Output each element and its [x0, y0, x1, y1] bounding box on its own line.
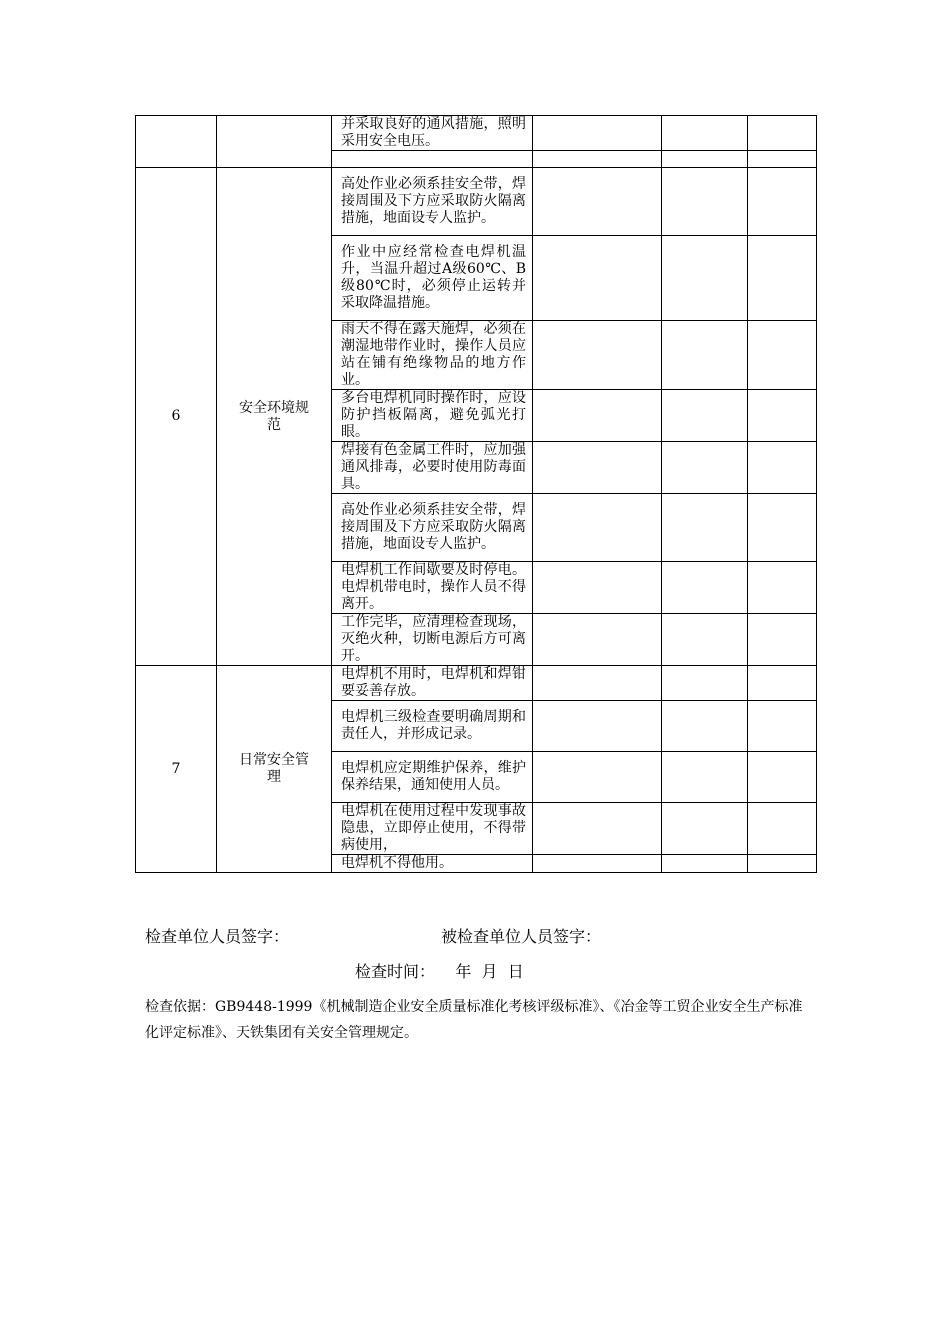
result-cell[interactable] — [533, 752, 662, 803]
requirement-text: 电焊机工作间歇要及时停电。电焊机带电时，操作人员不得离开。 — [332, 562, 533, 614]
requirement-text: 电焊机三级检查要明确周期和责任人，并形成记录。 — [332, 701, 533, 752]
score-cell[interactable] — [662, 855, 748, 873]
score-cell[interactable] — [662, 151, 748, 168]
score-cell[interactable] — [662, 666, 748, 701]
inspection-table — [135, 115, 817, 873]
category-cell — [217, 116, 332, 168]
requirement-text: 雨天不得在露天施焊，必须在潮湿地带作业时，操作人员应站在铺有绝缘物品的地方作业。 — [332, 321, 533, 390]
score-cell[interactable] — [662, 390, 748, 442]
score-cell[interactable] — [662, 116, 748, 151]
result-cell[interactable] — [533, 236, 662, 321]
remark-cell[interactable] — [748, 855, 817, 873]
requirement-text: 工作完毕，应清理检查现场，灭绝火种，切断电源后方可离开。 — [332, 614, 533, 666]
category-label: 日常安全管理 — [239, 752, 309, 785]
remark-cell[interactable] — [748, 803, 817, 855]
result-cell[interactable] — [533, 151, 662, 168]
remark-cell[interactable] — [748, 236, 817, 321]
remark-cell[interactable] — [748, 494, 817, 562]
remark-cell[interactable] — [748, 116, 817, 151]
requirement-text: 电焊机应定期维护保养，维护保养结果，通知使用人员。 — [332, 752, 533, 803]
remark-cell[interactable] — [748, 321, 817, 390]
inspected-signature-label: 被检查单位人员签字： — [441, 927, 602, 946]
requirement-text: 电焊机在使用过程中发现事故隐患，立即停止使用，不得带病使用， — [332, 803, 533, 855]
result-cell[interactable] — [533, 614, 662, 666]
result-cell[interactable] — [533, 562, 662, 614]
inspection-date-units: 年 月 日 — [455, 962, 524, 981]
inspection-time — [355, 959, 524, 982]
item-number: 7 — [136, 666, 217, 873]
remark-cell[interactable] — [748, 151, 817, 168]
requirement-text — [332, 151, 533, 168]
requirement-text: 电焊机不用时，电焊机和焊钳要妥善存放。 — [332, 666, 533, 701]
remark-cell[interactable] — [748, 562, 817, 614]
requirement-text: 焊接有色金属工件时，应加强通风排毒，必要时使用防毒面具。 — [332, 442, 533, 494]
score-cell[interactable] — [662, 701, 748, 752]
score-cell[interactable] — [662, 614, 748, 666]
result-cell[interactable] — [533, 803, 662, 855]
result-cell[interactable] — [533, 494, 662, 562]
category-cell — [217, 666, 332, 873]
score-cell[interactable] — [662, 236, 748, 321]
requirement-text: 电焊机不得他用。 — [332, 855, 533, 873]
table-row — [136, 116, 817, 151]
score-cell[interactable] — [662, 752, 748, 803]
result-cell[interactable] — [533, 855, 662, 873]
category-label: 安全环境规范 — [239, 399, 309, 433]
score-cell[interactable] — [662, 442, 748, 494]
score-cell[interactable] — [662, 168, 748, 236]
result-cell[interactable] — [533, 168, 662, 236]
table-row — [136, 168, 817, 236]
category-cell — [217, 168, 332, 666]
item-number — [136, 116, 217, 168]
score-cell[interactable] — [662, 803, 748, 855]
result-cell[interactable] — [533, 321, 662, 390]
requirement-text: 高处作业必须系挂安全带，焊接周围及下方应采取防火隔离措施，地面设专人监护。 — [332, 168, 533, 236]
remark-cell[interactable] — [748, 390, 817, 442]
remark-cell[interactable] — [748, 168, 817, 236]
remark-cell[interactable] — [748, 666, 817, 701]
inspection-time-label: 检查时间： — [355, 962, 436, 981]
result-cell[interactable] — [533, 116, 662, 151]
requirement-text: 高处作业必须系挂安全带，焊接周围及下方应采取防火隔离措施，地面设专人监护。 — [332, 494, 533, 562]
result-cell[interactable] — [533, 390, 662, 442]
inspection-basis: 检查依据：GB9448-1999《机械制造企业安全质量标准化考核评级标准》、《冶金等工贸企业安全生产标准化评定标准》、天铁集团有关安全管理规定。 — [145, 999, 803, 1041]
inspector-signature-label: 检查单位人员签字： — [145, 927, 290, 946]
remark-cell[interactable] — [748, 442, 817, 494]
result-cell[interactable] — [533, 701, 662, 752]
requirement-text: 并采取良好的通风措施，照明采用安全电压。 — [332, 116, 533, 151]
score-cell[interactable] — [662, 321, 748, 390]
score-cell[interactable] — [662, 494, 748, 562]
score-cell[interactable] — [662, 562, 748, 614]
table-row — [136, 666, 817, 701]
result-cell[interactable] — [533, 666, 662, 701]
remark-cell[interactable] — [748, 614, 817, 666]
remark-cell[interactable] — [748, 752, 817, 803]
requirement-text: 作业中应经常检查电焊机温升，当温升超过A级60℃、B级80℃时，必须停止运转并采取降温措施。 — [332, 236, 533, 321]
item-number: 6 — [136, 168, 217, 666]
requirement-text: 多台电焊机同时操作时，应设防护挡板隔离，避免弧光打眼。 — [332, 390, 533, 442]
result-cell[interactable] — [533, 442, 662, 494]
remark-cell[interactable] — [748, 701, 817, 752]
